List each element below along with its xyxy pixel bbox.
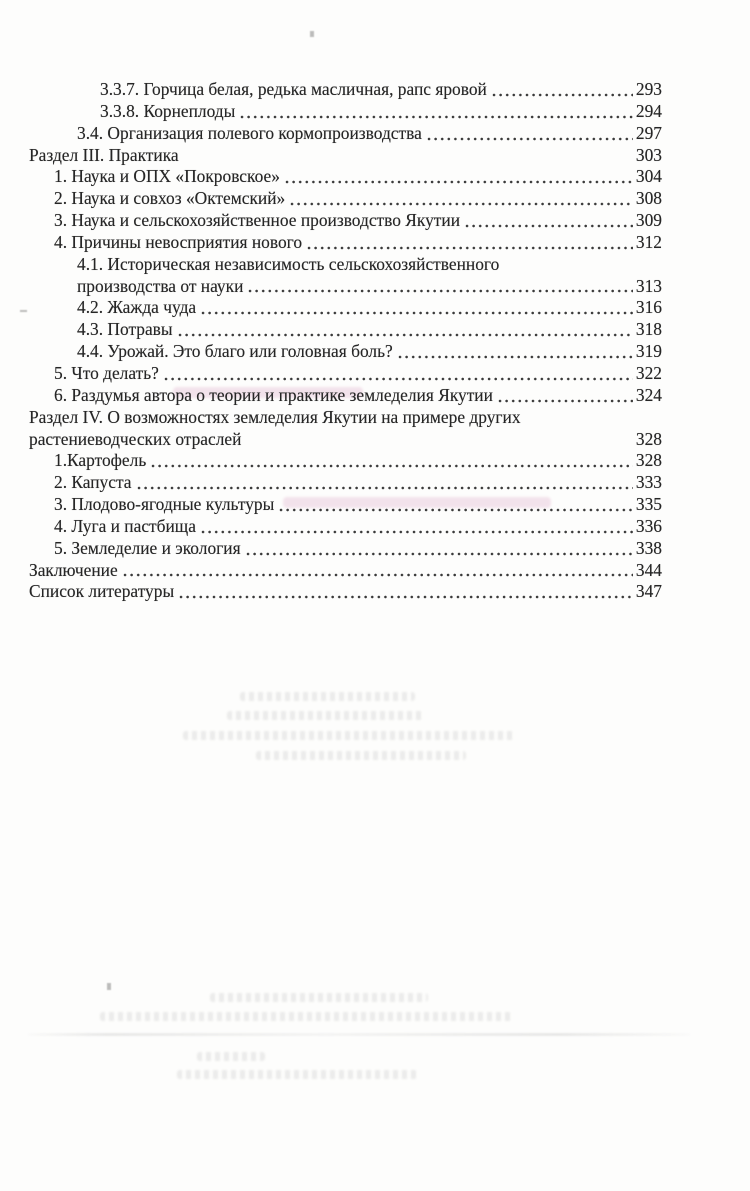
toc-page-number: 333 xyxy=(635,472,662,493)
toc-entry xyxy=(29,538,662,560)
toc-dot-leader xyxy=(201,311,633,315)
toc-dot-leader xyxy=(164,377,633,381)
toc-entry-title: 3.3.7. Горчица белая, редька масличная, рапс яровой xyxy=(100,79,487,99)
toc-entry-title: 1.Картофель xyxy=(54,450,147,471)
bleed-through-line xyxy=(240,692,415,701)
toc-entry xyxy=(29,297,662,319)
bleed-through-line xyxy=(183,731,516,740)
scan-speck xyxy=(310,31,314,37)
toc-dot-leader xyxy=(179,595,633,599)
toc-dot-leader xyxy=(398,355,633,359)
toc-entry xyxy=(29,472,662,494)
toc-entry xyxy=(29,276,662,298)
toc-dot-leader xyxy=(498,399,633,403)
toc-page-number: 313 xyxy=(635,275,662,296)
toc-spacer xyxy=(246,442,632,446)
toc-entry xyxy=(29,341,662,363)
toc-entry-title: Заключение xyxy=(29,559,118,580)
toc-dot-leader xyxy=(137,486,633,490)
bleed-through-line xyxy=(197,1052,265,1061)
toc-entry-title: 1. Наука и ОПХ «Покровское» xyxy=(54,166,280,187)
toc-page-number: 309 xyxy=(635,210,662,231)
toc-page-number: 316 xyxy=(635,297,662,318)
toc-entry xyxy=(29,363,662,385)
toc-entry-title: 3. Наука и сельскохозяйственное производство Якутии xyxy=(54,210,461,231)
toc-entry xyxy=(29,319,662,341)
toc-page-number: 322 xyxy=(635,362,662,383)
toc-entry-title: Раздел IV. О возможностях земледелия Якутии на примере других xyxy=(29,406,521,427)
toc-dot-leader xyxy=(307,246,633,250)
toc-entry xyxy=(29,407,662,429)
toc-page-number: 338 xyxy=(635,537,662,558)
toc-spacer xyxy=(184,158,633,162)
toc-page-number: 324 xyxy=(635,384,662,405)
toc-dot-leader xyxy=(465,224,633,228)
toc-entry-title: 4.1. Историческая независимость сельскохозяйственного xyxy=(77,253,500,274)
toc-dot-leader xyxy=(285,180,633,184)
toc-dot-leader xyxy=(123,573,633,577)
toc-entry xyxy=(29,516,662,538)
toc-entry xyxy=(29,494,662,516)
toc-entry-title: 4. Луга и пастбища xyxy=(54,515,196,536)
toc-entry-title: 4. Причины невосприятия нового xyxy=(54,231,303,252)
toc-page-number: 293 xyxy=(635,79,662,99)
toc-entry xyxy=(29,450,662,472)
toc-entry-title: 3.4. Организация полевого кормопроизводства xyxy=(77,122,422,143)
toc-page-number: 304 xyxy=(635,166,662,187)
toc-dot-leader xyxy=(248,289,633,293)
toc-entry-title: 4.3. Потравы xyxy=(77,319,173,340)
toc-page-number: 303 xyxy=(635,144,662,165)
toc-entry xyxy=(29,429,662,451)
toc-dot-leader xyxy=(240,115,633,119)
toc-entry-title: 3.3.8. Корнеплоды xyxy=(100,100,236,121)
bleed-through-line xyxy=(210,993,428,1002)
bleed-through-line xyxy=(177,1070,417,1079)
toc-dot-leader xyxy=(290,202,633,206)
toc-entry-title: 2. Капуста xyxy=(54,472,132,493)
toc-entry xyxy=(29,581,662,603)
toc-dot-leader xyxy=(427,137,633,141)
bleed-through-line xyxy=(256,751,466,760)
toc-dot-leader xyxy=(246,552,633,556)
toc-page-number: 308 xyxy=(635,188,662,209)
bleed-through-line xyxy=(227,711,423,720)
toc-dot-leader xyxy=(279,508,633,512)
toc-entry-title: 6. Раздумья автора о теории и практике земледелия Якутии xyxy=(54,384,493,405)
toc-entry-title: 4.4. Урожай. Это благо или головная боль? xyxy=(77,341,393,362)
toc-entry-title: растениеводческих отраслей xyxy=(29,428,242,449)
toc-spacer xyxy=(504,268,659,272)
bleed-through-line xyxy=(100,1012,512,1021)
toc-entry xyxy=(29,166,662,188)
toc-entry-title: 5. Земледелие и экология xyxy=(54,537,241,558)
toc-page-number: 344 xyxy=(635,559,662,580)
toc-entry xyxy=(29,560,662,582)
toc-entry-title: Раздел III. Практика xyxy=(29,144,179,165)
toc-entry xyxy=(29,232,662,254)
toc-entry-title: 5. Что делать? xyxy=(54,362,159,383)
toc-spacer xyxy=(526,421,659,425)
toc-list xyxy=(29,79,662,603)
toc-page-number: 336 xyxy=(635,515,662,536)
toc-dot-leader xyxy=(492,93,633,97)
scan-speck xyxy=(20,310,27,312)
bleed-through-streak xyxy=(28,1033,690,1036)
toc-entry xyxy=(29,101,662,123)
toc-entry xyxy=(29,254,662,276)
toc-entry-title: 4.2. Жажда чуда xyxy=(77,297,197,318)
toc-entry-title: 3. Плодово-ягодные культуры xyxy=(54,494,275,515)
toc-dot-leader xyxy=(178,333,633,337)
toc-page-number: 319 xyxy=(635,341,662,362)
toc-page-number: 297 xyxy=(635,122,662,143)
toc-page-number: 328 xyxy=(635,450,662,471)
toc-entry xyxy=(29,385,662,407)
toc-dot-leader xyxy=(151,464,633,468)
toc-entry-title: производства от науки xyxy=(77,275,244,296)
toc-entry xyxy=(29,79,662,101)
toc-entry xyxy=(29,188,662,210)
toc-entry xyxy=(29,123,662,145)
toc-page-number: 347 xyxy=(635,581,662,602)
toc-page-number: 335 xyxy=(635,494,662,515)
toc-page-number: 328 xyxy=(635,428,662,449)
toc-dot-leader xyxy=(201,530,633,534)
toc-page-number: 318 xyxy=(635,319,662,340)
toc-entry-title: 2. Наука и совхоз «Октемский» xyxy=(54,188,286,209)
scan-speck xyxy=(107,983,111,990)
toc-page-number: 312 xyxy=(635,231,662,252)
toc-page-number: 294 xyxy=(635,100,662,121)
toc-entry-title: Список литературы xyxy=(29,581,175,602)
toc-entry xyxy=(29,210,662,232)
toc-entry xyxy=(29,145,662,167)
